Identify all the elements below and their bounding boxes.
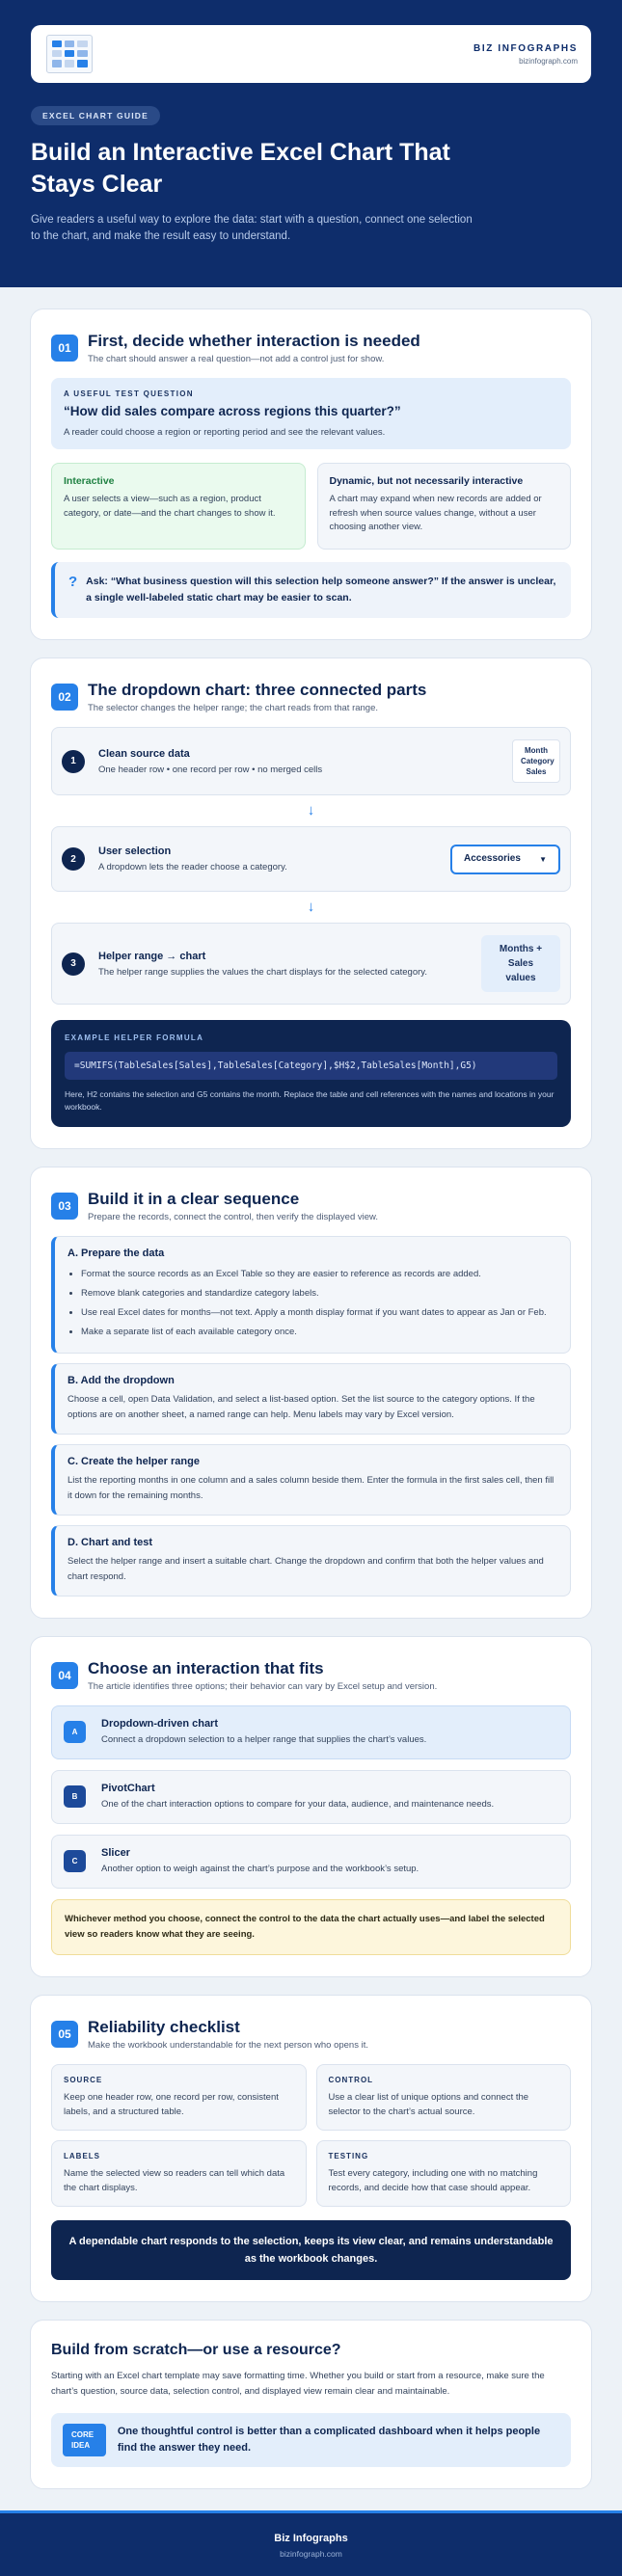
option-text: Another option to weigh against the chart’s purpose and the workbook’s setup.: [101, 1864, 419, 1874]
brand-url[interactable]: bizinfograph.com: [519, 56, 578, 66]
formula-code: =SUMIFS(TableSales[Sales],TableSales[Category],$H$2,TableSales[Month],G5): [65, 1052, 557, 1080]
checklist-text: Name the selected view so readers can tell which data the chart displays.: [64, 2168, 285, 2193]
step-clean-source: [51, 727, 571, 795]
step-title: Helper range → chart: [98, 950, 206, 962]
dependable-chart-banner: A dependable chart responds to the selection, keeps its view clear, and remains understandable as the workbook changes.: [51, 2220, 571, 2280]
section-dropdown-parts: [30, 657, 592, 1149]
test-question-box: [51, 378, 571, 449]
option-slicer: [51, 1835, 571, 1889]
guide-pill: EXCEL CHART GUIDE: [31, 106, 160, 125]
source-table-preview: Month Category Sales: [512, 739, 560, 783]
option-b-icon: B: [64, 1785, 86, 1808]
section-number: 02: [51, 684, 78, 711]
dynamic-text: A chart may expand when new records are added or refresh when source values change, without a user choosing another view.: [329, 494, 542, 532]
block-title: C. Create the helper range: [68, 1456, 200, 1467]
footer-brand-name: Biz Infographs: [274, 2533, 348, 2544]
dropdown-value: Accessories: [464, 852, 521, 864]
block-text: List the reporting months in one column and a sales column beside them. Enter the formula in the first sales cell, then fill it down for the remaining months.: [68, 1475, 554, 1501]
section-subtitle: The chart should answer a real question—not add a control just for show.: [88, 354, 385, 364]
add-dropdown-block: [51, 1363, 571, 1435]
arrow-down-icon: ↓: [307, 899, 315, 915]
formula-box: [51, 1020, 571, 1127]
section-number: 01: [51, 335, 78, 362]
brand-bar: [31, 25, 591, 83]
checklist-title: SOURCE: [64, 2076, 103, 2084]
brand-name: BIZ INFOGRAPHS: [473, 42, 578, 54]
section-sequence: [30, 1167, 592, 1619]
section-reliability-checklist: [30, 1995, 592, 2302]
footer-url[interactable]: bizinfograph.com: [280, 2549, 342, 2559]
block-text: Choose a cell, open Data Validation, and select a list-based option. Set the list source to the category options. If the options are on another sheet, a named range can help. Menu labels may vary by Excel version.: [68, 1394, 535, 1420]
block-title: D. Chart and test: [68, 1537, 153, 1548]
section-subtitle: Make the workbook understandable for the next person who opens it.: [88, 2040, 368, 2051]
step-number: 1: [62, 750, 85, 773]
checklist-source: [51, 2064, 307, 2131]
step-number: 3: [62, 953, 85, 976]
section-number: 03: [51, 1193, 78, 1220]
section-number: 05: [51, 2021, 78, 2048]
block-title: B. Add the dropdown: [68, 1375, 175, 1386]
checklist-title: LABELS: [64, 2152, 100, 2160]
section-title: Reliability checklist: [88, 2018, 240, 2036]
helper-range-tag: Months + Sales values: [481, 935, 560, 992]
block-text: Select the helper range and insert a suitable chart. Change the dropdown and confirm that both the helper values and chart respond.: [68, 1556, 544, 1582]
step-user-selection: [51, 826, 571, 892]
logo-icon: [46, 35, 93, 73]
option-text: Connect a dropdown selection to a helper range that supplies the chart’s values.: [101, 1734, 427, 1745]
checklist-title: CONTROL: [328, 2076, 374, 2084]
formula-kicker: EXAMPLE HELPER FORMULA: [65, 1033, 204, 1042]
test-question: “How did sales compare across regions this quarter?”: [64, 404, 401, 418]
block-title: A. Prepare the data: [68, 1248, 165, 1259]
category-dropdown[interactable]: [450, 845, 560, 874]
section-subtitle: The selector changes the helper range; the chart reads from that range.: [88, 703, 379, 713]
option-c-icon: C: [64, 1850, 86, 1872]
formula-note: Here, H2 contains the selection and G5 contains the month. Replace the table and cell references with the names and locations in your workbook.: [65, 1089, 554, 1112]
section-subtitle: Prepare the records, connect the control, then verify the displayed view.: [88, 1212, 378, 1222]
main-content: [0, 287, 622, 2510]
section-subtitle: The article identifies three options; their behavior can vary by Excel setup and version.: [88, 1681, 438, 1692]
option-title: Dropdown-driven chart: [101, 1718, 219, 1730]
step-text: One header row • one record per row • no merged cells: [98, 764, 323, 775]
section-decide: [30, 309, 592, 640]
option-title: Slicer: [101, 1847, 130, 1859]
checklist-control: [316, 2064, 572, 2131]
option-a-icon: A: [64, 1721, 86, 1743]
arrow-down-icon: ↓: [307, 802, 315, 818]
section-title: Build from scratch—or use a resource?: [51, 2342, 341, 2358]
core-idea-box: [51, 2413, 571, 2467]
checklist-text: Test every category, including one with no matching records, and decide how that case should appear.: [328, 2168, 538, 2193]
step-helper-range: [51, 923, 571, 1005]
test-question-kicker: A USEFUL TEST QUESTION: [64, 389, 194, 398]
step-title: User selection: [98, 845, 172, 857]
ask-callout: [51, 562, 571, 618]
hero: [0, 0, 622, 287]
checklist-testing: [316, 2140, 572, 2207]
section-number: 04: [51, 1662, 78, 1689]
page-intro: Give readers a useful way to explore the data: start with a question, connect one selection to the chart, and make the result easy to understand.: [31, 214, 473, 242]
footer: [0, 2510, 622, 2576]
prepare-data-list: [68, 1265, 557, 1342]
checklist-text: Use a clear list of unique options and connect the selector to the chart’s actual source.: [328, 2092, 529, 2117]
checklist-text: Keep one header row, one record per row, consistent labels, and a structured table.: [64, 2092, 279, 2117]
dynamic-card: [317, 463, 572, 550]
test-question-note: A reader could choose a region or reporting period and see the relevant values.: [64, 427, 386, 438]
ask-text: Ask: “What business question will this selection help someone answer?” If the answer is unclear, a single well-labeled static chart may be easier to scan.: [86, 576, 556, 604]
section-title: Build it in a clear sequence: [88, 1190, 300, 1208]
section-title: First, decide whether interaction is needed: [88, 332, 420, 350]
chart-test-block: [51, 1525, 571, 1597]
interactive-text: A user selects a view—such as a region, product category, or date—and the chart changes to show it.: [64, 494, 276, 519]
list-item: • Make a separate list of each available category once.: [81, 1323, 557, 1342]
interactive-card: [51, 463, 306, 550]
chevron-down-icon: ▼: [539, 854, 547, 864]
interactive-title: Interactive: [64, 475, 115, 487]
list-item: • Remove blank categories and standardize category labels.: [81, 1284, 557, 1303]
step-text: A dropdown lets the reader choose a category.: [98, 862, 287, 872]
list-item: • Format the source records as an Excel Table so they are easier to reference as records are added.: [81, 1265, 557, 1284]
method-warning: Whichever method you choose, connect the control to the data the chart actually uses—and label the selected view so readers know what they are seeing.: [51, 1899, 571, 1955]
section-interaction-options: [30, 1636, 592, 1977]
checklist-title: TESTING: [328, 2152, 369, 2160]
page-title: Build an Interactive Excel Chart That Stays Clear: [31, 139, 450, 198]
core-idea-pill: CORE IDEA: [63, 2424, 106, 2456]
section-title: Choose an interaction that fits: [88, 1659, 324, 1677]
question-icon: ?: [68, 574, 78, 590]
step-number: 2: [62, 847, 85, 871]
list-item: • Use real Excel dates for months—not text. Apply a month display format if you want dates to appear as Jan or Feb.: [81, 1303, 557, 1323]
section-build-or-resource: [30, 2320, 592, 2489]
option-dropdown-chart: [51, 1705, 571, 1759]
option-pivotchart: [51, 1770, 571, 1824]
step-text: The helper range supplies the values the chart displays for the selected category.: [98, 966, 427, 978]
dynamic-title: Dynamic, but not necessarily interactive: [329, 475, 524, 487]
prepare-data-block: [51, 1236, 571, 1354]
core-idea-text: One thoughtful control is better than a complicated dashboard when it helps people find the answer they need.: [117, 2426, 541, 2454]
option-title: PivotChart: [101, 1783, 155, 1794]
option-text: One of the chart interaction options to compare for your data, audience, and maintenance needs.: [101, 1799, 495, 1810]
helper-range-block: [51, 1444, 571, 1516]
section-title: The dropdown chart: three connected parts: [88, 681, 427, 699]
section-text: Starting with an Excel chart template may save formatting time. Whether you build or start from a resource, make sure the chart’s question, source data, selection control, and displayed view remain clear and maintainable.: [51, 2371, 545, 2397]
checklist-labels: [51, 2140, 307, 2207]
step-title: Clean source data: [98, 747, 190, 760]
